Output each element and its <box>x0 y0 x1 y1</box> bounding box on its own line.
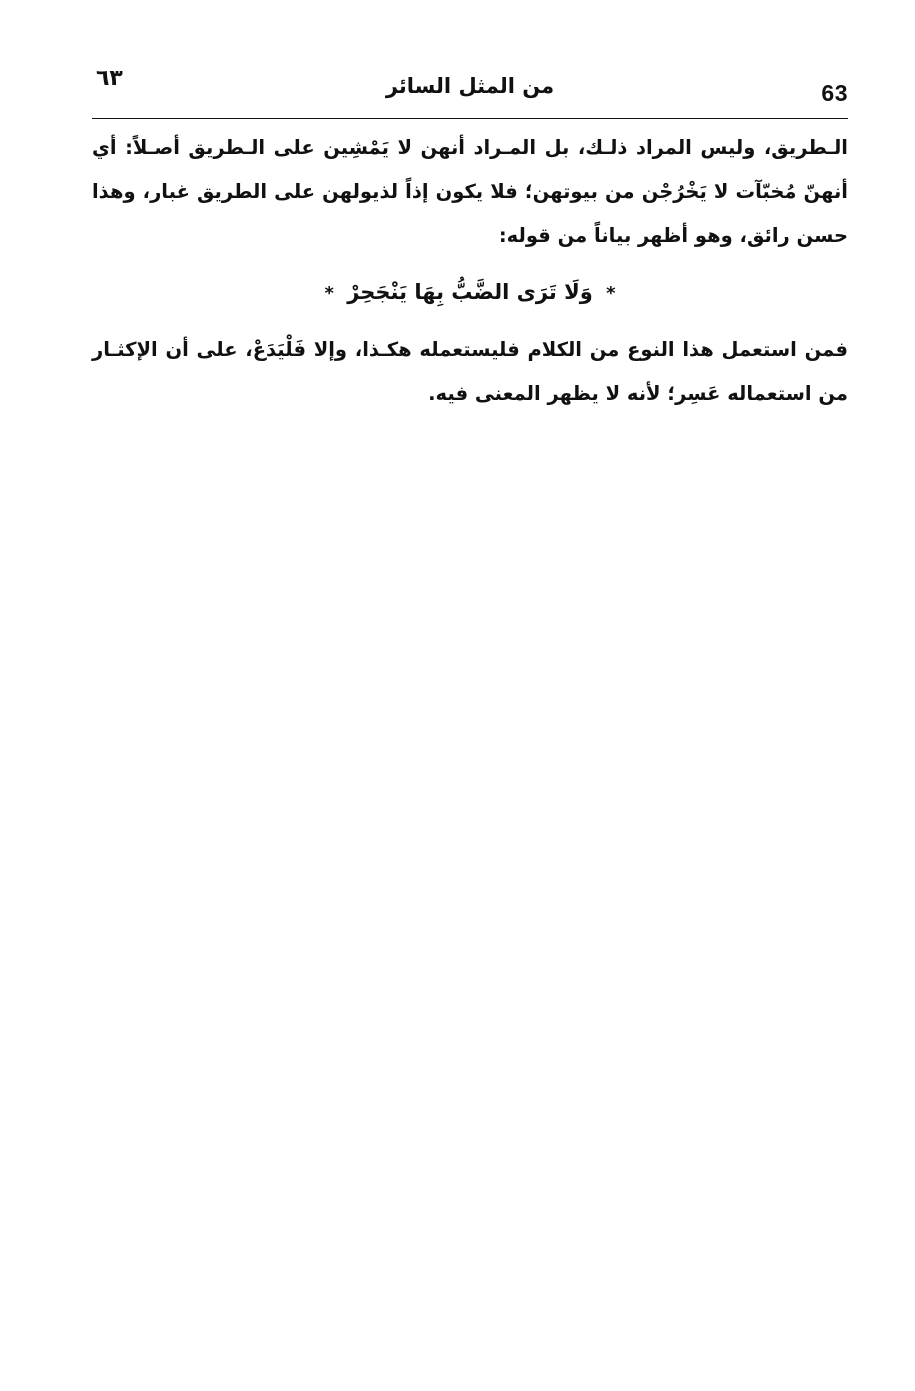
verse-star-right: * <box>606 283 616 304</box>
paragraph-1: الـطريق، وليس المراد ذلـك، بل المـراد أنهن لا يَمْشِين على الـطريق أصـلاً: أي أنهنّ مُخبّآت لا يَخْرُجْن من بيوتهن؛ فلا يكون إذاً لذيولهن على الطريق غبار، وهذا حسن رائق، وهو أظهر بياناً من قوله: <box>92 136 848 247</box>
paragraph-2: فمن استعمل هذا النوع من الكلام فليستعمله هكـذا، وإلا فَلْيَدَعْ، على أن الإكثـار من استعماله عَسِر؛ لأنه لا يظهر المعنى فيه. <box>92 338 848 405</box>
page-number-arabic: ٦٣ <box>96 66 123 91</box>
body-text <box>92 126 848 416</box>
page-header <box>92 64 848 114</box>
page-number-latin: 63 <box>821 80 848 106</box>
running-title: من المثل السائر <box>385 74 555 98</box>
verse-star-left: * <box>324 283 334 304</box>
verse-text: وَلَا تَرَى الضَّبُّ بِهَا يَنْجَحِرْ <box>347 280 593 304</box>
header-rule <box>92 118 848 119</box>
verse-line <box>92 270 848 316</box>
